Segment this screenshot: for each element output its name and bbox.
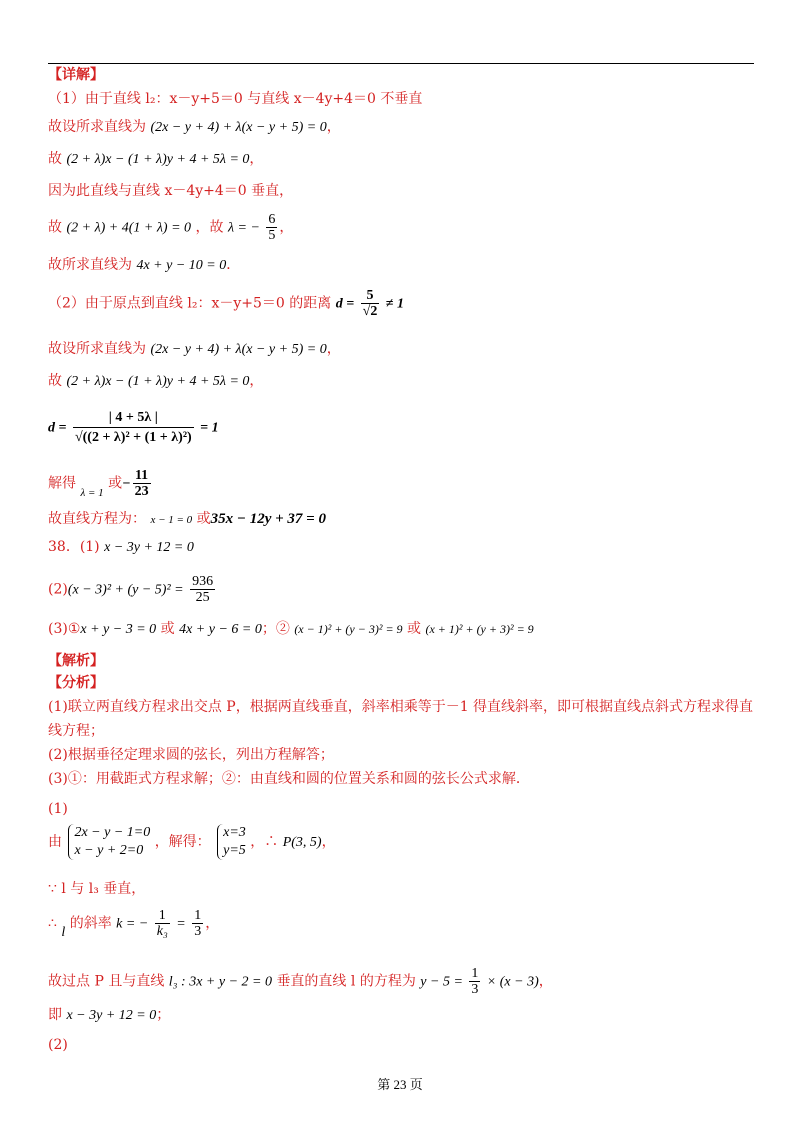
equation: λ = −	[227, 220, 260, 236]
analysis-header: 【解析】	[48, 653, 104, 669]
equation: y − 5 =	[420, 974, 463, 990]
equation: (2 + λ)x − (1 + λ)y + 4 + 5λ = 0	[66, 374, 250, 389]
line-text: 故过点 P 且与直线	[48, 973, 165, 990]
solution-2-label: (2)	[48, 1037, 68, 1053]
fraction	[190, 574, 215, 605]
solution-system	[48, 824, 336, 860]
solution-1-label: (1)	[48, 801, 68, 817]
equation: x − 3y + 12 = 0	[104, 540, 194, 555]
equation: x + y − 3 = 0	[80, 622, 157, 637]
equation: (x + 1)² + (y + 3)² = 9	[425, 622, 534, 636]
q38-part-2	[48, 574, 217, 605]
line-text: 故设所求直线为	[48, 341, 146, 357]
equation: (x − 1)² + (y − 3)² = 9	[294, 622, 403, 636]
equation: (2 + λ)x − (1 + λ)y + 4 + 5λ = 0	[66, 152, 250, 167]
equation: y=5	[223, 843, 246, 858]
equation: l₃ : 3x + y − 2 = 0	[168, 974, 272, 990]
equation: = 1	[200, 420, 219, 436]
line-text: ；②	[261, 621, 290, 637]
denominator: 3	[471, 982, 479, 997]
detail-line-7	[48, 288, 404, 319]
numerator: 1	[471, 966, 479, 981]
line-text: 故所求直线为	[48, 257, 132, 273]
q38-part-3	[48, 620, 534, 639]
final-equation	[48, 1006, 170, 1025]
line-text: 或	[196, 511, 211, 527]
line-text: 或	[108, 475, 123, 492]
equation: 4x + y − 6 = 0	[179, 622, 262, 637]
detail-line-3: 故 (2 + λ)x − (1 + λ)y + 4 + 5λ = 0，	[48, 151, 264, 167]
fraction	[361, 288, 380, 319]
line-text: ，	[538, 973, 553, 990]
question-label: 38．(1)	[48, 539, 100, 555]
line-text: ，	[205, 915, 220, 932]
equation: λ = 1	[80, 486, 104, 499]
equation: x − 1 = 0	[150, 514, 193, 526]
equation: (2x − y + 4) + λ(x − y + 5) = 0	[150, 120, 327, 135]
line-text: 垂直的直线 l 的方程为	[276, 973, 416, 990]
fraction	[192, 908, 203, 939]
line-text: 或	[407, 621, 421, 637]
numerator: 936	[192, 574, 214, 589]
detail-line-6: 故所求直线为 4x + y − 10 = 0．	[48, 257, 241, 273]
equation: (2x − y + 4) + λ(x − y + 5) = 0	[150, 342, 327, 357]
detail-line-11	[48, 468, 153, 499]
detail-line-12	[48, 510, 326, 529]
line-text: 故	[48, 151, 62, 167]
equation: 35x − 12y + 37 = 0	[210, 511, 326, 527]
line-text: ，故	[195, 219, 224, 236]
numerator: 1	[194, 908, 202, 923]
denominator: k₃	[156, 924, 168, 939]
equation: d =	[335, 296, 355, 312]
numerator: | 4 + 5λ |	[73, 408, 194, 428]
line-text: 或	[160, 621, 175, 637]
line-text: 故	[48, 219, 62, 236]
numerator: 6	[268, 212, 276, 227]
line-text: 即	[48, 1007, 62, 1023]
equation: 2x − y − 1=0	[74, 825, 151, 840]
detail-line-5: 故 (2 + λ) + 4(1 + λ) = 0 ，故 λ = − $\frac{6}{5}$ ，	[48, 212, 294, 243]
question-label: (3)①	[48, 621, 81, 637]
line-text: ；	[156, 1007, 171, 1023]
equation: k = −	[116, 916, 149, 932]
equation: ≠ 1	[385, 296, 404, 312]
slope-line	[48, 908, 219, 939]
equation: l	[61, 924, 66, 940]
denominator: 5	[268, 228, 276, 243]
line-text: 故	[48, 373, 62, 389]
denominator: √2	[362, 304, 378, 319]
equation: P(3, 5)	[282, 835, 322, 850]
line-text: 故直线方程为：	[48, 511, 146, 527]
reasoning-line-3: (2)根据垂径定理求圆的弦长，列出方程解答；	[48, 747, 334, 763]
equation: 4x + y − 10 = 0	[136, 258, 227, 273]
fraction	[73, 408, 194, 447]
equation: =	[176, 916, 186, 932]
page-number: 第 23 页	[377, 1077, 423, 1092]
reasoning-line-4: (3)①：用截距式方程求解；②：由直线和圆的位置关系和圆的弦长公式求解．	[48, 771, 530, 787]
detail-line-9: 故 (2 + λ)x − (1 + λ)y + 4 + 5λ = 0，	[48, 373, 264, 389]
denominator: 23	[134, 484, 149, 499]
detail-line-2: 故设所求直线为 (2x − y + 4) + λ(x − y + 5) = 0，	[48, 119, 341, 135]
numerator: 5	[361, 288, 380, 304]
denominator: 3	[194, 924, 202, 939]
line-text: 解得	[48, 475, 76, 492]
reasoning-line-1: (1)联立两直线方程求出交点 P，根据两直线垂直，斜率相乘等于－1 得直线斜率，即可根据直线点斜式方程求得直	[48, 699, 754, 715]
detail-line-8: 故设所求直线为 (2x − y + 4) + λ(x − y + 5) = 0，	[48, 341, 341, 357]
line-text: ∴	[48, 915, 57, 932]
denominator: 25	[195, 590, 210, 605]
equation-system	[68, 824, 150, 860]
equation: x − y + 2=0	[74, 843, 144, 858]
line-text: 由	[48, 834, 62, 850]
line-text: （2）由于原点到直线 l₂：x－y+5＝0 的距离	[48, 295, 332, 312]
detail-line-10	[48, 408, 219, 447]
numerator: 11	[133, 468, 151, 484]
line-text: ，∴	[250, 834, 279, 850]
detail-line-1: （1）由于直线 l₂：x－y+5＝0 与直线 x－4y+4＝0 不垂直	[48, 91, 423, 107]
equation: (x − 3)² + (y − 5)² =	[67, 582, 184, 598]
equation: × (x − 3)	[486, 974, 539, 990]
fraction	[133, 468, 151, 499]
numerator: 1	[155, 908, 170, 924]
line-equation	[48, 966, 553, 997]
q38-part-1	[48, 538, 194, 557]
reasoning-line-2: 线方程；	[48, 723, 104, 739]
fraction	[469, 966, 480, 997]
question-label: (2)	[48, 581, 68, 598]
line-text: ，	[321, 834, 336, 850]
detail-line-4: 因为此直线与直线 x－4y+4＝0 垂直，	[48, 183, 294, 199]
solution-system	[217, 824, 246, 860]
equation: −	[122, 476, 131, 492]
equation: x − 3y + 12 = 0	[66, 1008, 157, 1023]
equation: d =	[48, 420, 67, 436]
reasoning-header: 【分析】	[48, 675, 104, 691]
line-text: 故设所求直线为	[48, 119, 146, 135]
equation: (2 + λ) + 4(1 + λ) = 0	[66, 220, 192, 236]
fraction	[266, 212, 277, 243]
equation: x=3	[223, 825, 246, 840]
header-rule	[48, 63, 754, 64]
fraction	[155, 908, 170, 939]
detail-header: 【详解】	[48, 67, 104, 83]
perpendicular-line: ∵ l 与 l₃ 垂直，	[48, 881, 146, 897]
line-text: ，解得：	[154, 834, 211, 850]
denominator: √((2 + λ)² + (1 + λ)²)	[74, 430, 192, 445]
line-text: 的斜率	[69, 915, 112, 932]
